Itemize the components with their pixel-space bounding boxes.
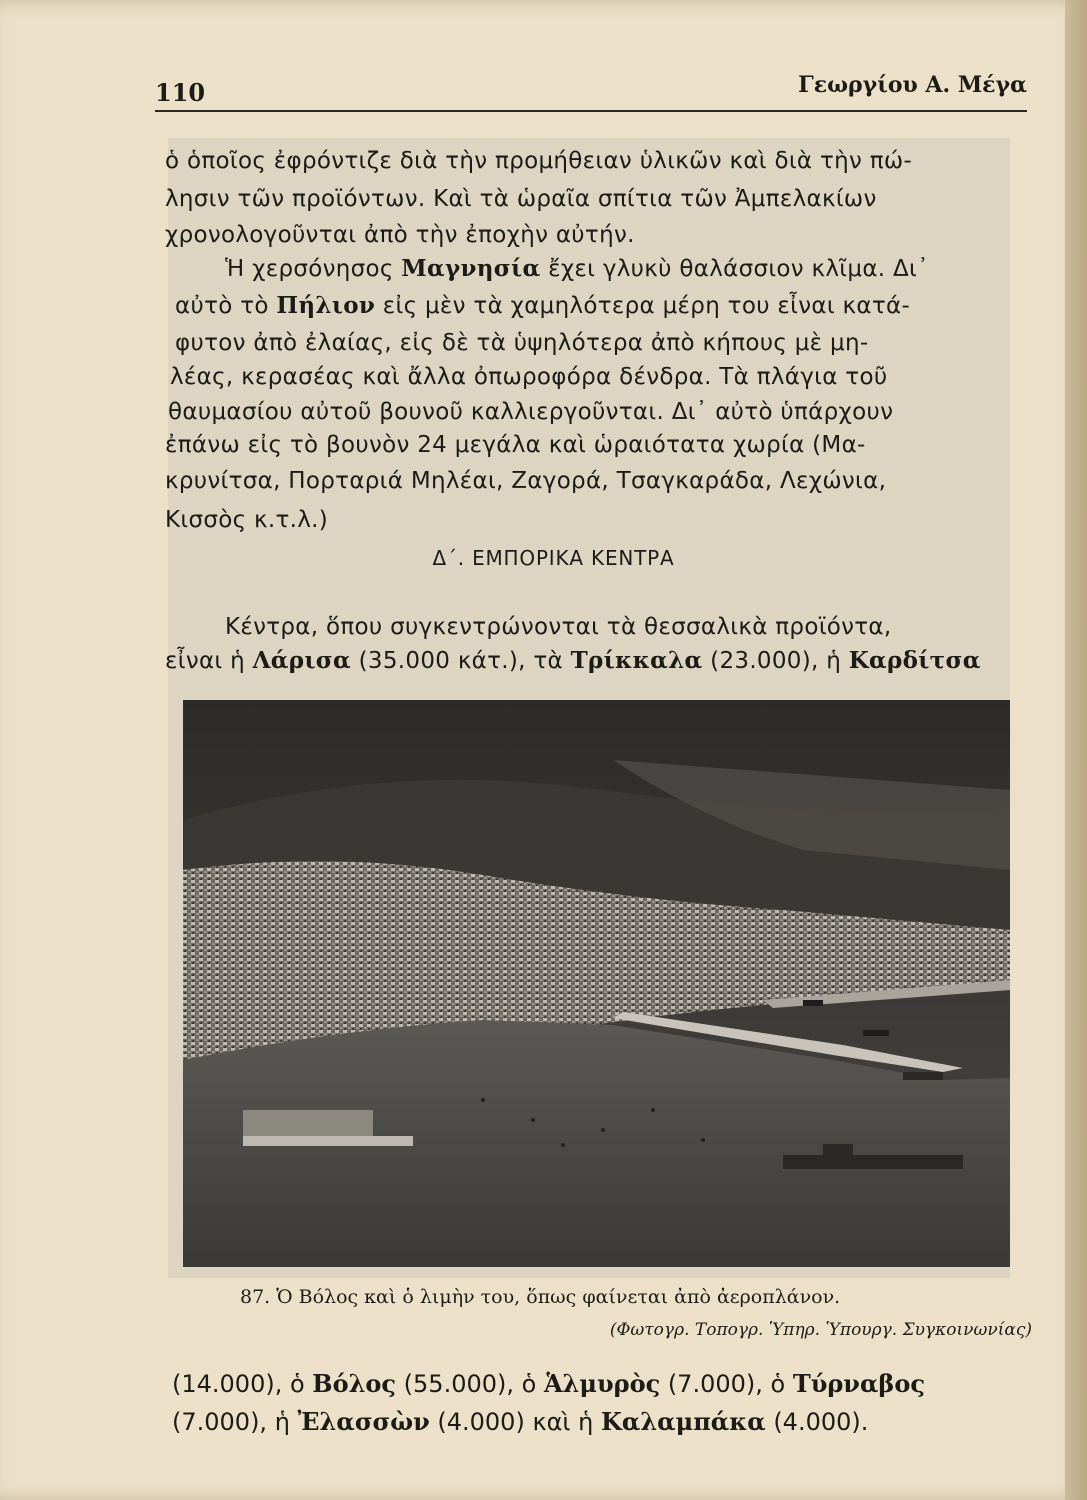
text-line: λησιν τῶν προϊόντων. Καὶ τὰ ὡραῖα σπίτια τῶν Ἀμπελακίων — [165, 186, 877, 212]
text-span: (4.000). — [765, 1408, 869, 1436]
place-name: Καλαμπάκα — [601, 1407, 766, 1436]
photo-caption: 87. Ὁ Βόλος καὶ ὁ λιμὴν του, ὅπως φαίνεται ἀπὸ ἀεροπλάνον. — [240, 1286, 841, 1308]
place-name: Ἁλμυρὸς — [543, 1369, 661, 1398]
text-line: κρυνίτσα, Πορταριά Μηλέαι, Ζαγορά, Τσαγκαράδα, Λεχώνια, — [165, 468, 887, 494]
text-span: Ἡ χερσόνησος — [225, 256, 402, 282]
text-line — [175, 291, 1045, 321]
text-span: (55.000), ὁ — [396, 1370, 544, 1398]
page-header — [155, 70, 1027, 112]
page-number: 110 — [155, 78, 206, 107]
running-head: Γεωργίου Α. Μέγα — [798, 72, 1027, 98]
text-line: θαυμασίου αὐτοῦ βουνοῦ καλλιεργοῦνται. Δι᾿ αὐτὸ ὑπάρχουν — [168, 399, 894, 425]
place-name: Τύρναβος — [792, 1369, 925, 1398]
text-span: εἶναι ἡ — [165, 648, 253, 674]
place-name: Βόλος — [312, 1369, 397, 1398]
aerial-photo-volos-harbor — [183, 700, 1010, 1267]
page-binding-edge — [1065, 0, 1087, 1500]
text-line: Κισσὸς κ.τ.λ.) — [165, 507, 329, 533]
text-line: Κέντρα, ὅπου συγκεντρώνονται τὰ θεσσαλικὰ προϊόντα, — [225, 614, 892, 640]
text-span: εἰς μὲν τὰ χαμηλότερα μέρη του εἶναι κατά- — [375, 293, 911, 319]
text-line: ἐπάνω εἰς τὸ βουνὸν 24 μεγάλα καὶ ὡραιότατα χωρία (Μα- — [165, 432, 866, 458]
place-name: Καρδίτσα — [848, 647, 981, 674]
photo-credit: (Φωτογρ. Τοπογρ. Ὑπηρ. Ὑπουργ. Συγκοινωνίας) — [609, 1320, 1032, 1340]
text-span: (14.000), ὁ — [172, 1370, 313, 1398]
place-name: Ἐλασσὼν — [297, 1407, 430, 1436]
text-line: φυτον ἀπὸ ἐλαίας, εἰς δὲ τὰ ὑψηλότερα ἀπὸ κήπους μὲ μη- — [175, 330, 869, 356]
text-span: (4.000) καὶ ἡ — [429, 1408, 601, 1436]
section-heading: Δ΄. ΕΜΠΟΡΙΚΑ ΚΕΝΤΡΑ — [432, 546, 675, 570]
place-name: Λάρισα — [252, 647, 352, 674]
text-line: λέας, κερασέας καὶ ἄλλα ὀπωροφόρα δένδρα. Τὰ πλάγια τοῦ — [170, 364, 888, 390]
photo-illustration — [183, 700, 1010, 1267]
text-span: ἔχει γλυκὺ θαλάσσιον κλῖμα. Δι᾿ — [540, 256, 929, 282]
text-line — [172, 1406, 1052, 1438]
text-line — [165, 646, 1035, 676]
text-line: χρονολογοῦνται ἀπὸ τὴν ἐποχὴν αὐτήν. — [165, 222, 635, 248]
text-span: (23.000), ἡ — [702, 648, 849, 674]
place-name: Πήλιον — [276, 292, 376, 319]
text-line — [172, 1368, 1052, 1400]
text-span: (35.000 κάτ.), τὰ — [351, 648, 571, 674]
place-name: Μαγνησία — [401, 255, 541, 282]
text-span: (7.000), ὁ — [660, 1370, 793, 1398]
place-name: Τρίκκαλα — [570, 647, 703, 674]
text-line — [225, 254, 1087, 284]
text-span: αὐτὸ τὸ — [175, 293, 277, 319]
text-line: ὁ ὁποῖος ἐφρόντιζε διὰ τὴν προμήθειαν ὑλικῶν καὶ διὰ τὴν πώ- — [165, 148, 913, 174]
text-span: (7.000), ἡ — [172, 1408, 298, 1436]
